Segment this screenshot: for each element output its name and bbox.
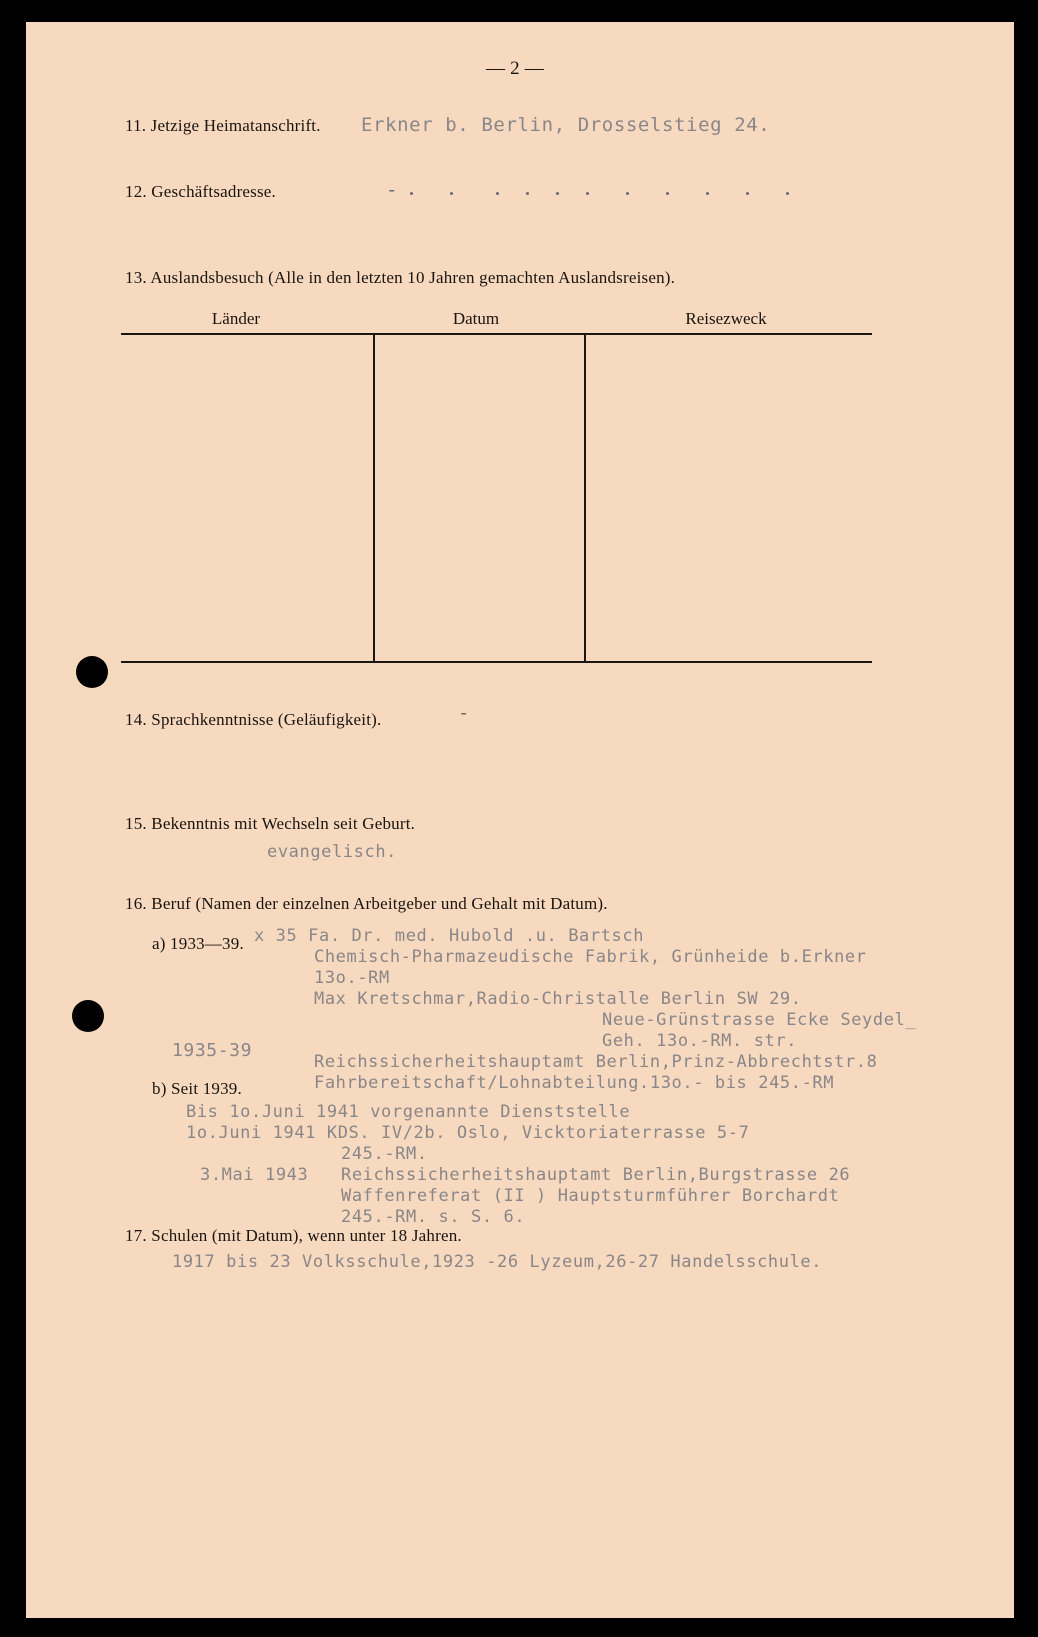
table-column-divider-2	[584, 335, 586, 661]
item-12-label: 12. Geschäftsadresse.	[125, 182, 277, 201]
item-16b-line-3: 245.-RM.	[341, 1144, 428, 1164]
item-17-value: 1917 bis 23 Volksschule,1923 -26 Lyzeum,26-27 Handelsschule.	[172, 1252, 823, 1272]
item-16b-line-1: Bis 1o.Juni 1941 vorgenannte Dienststelle	[186, 1102, 631, 1122]
item-15-value: evangelisch.	[267, 842, 398, 862]
item-15-label: 15. Bekenntnis mit Wechseln seit Geburt.	[125, 814, 416, 833]
item-13-label: 13. Auslandsbesuch (Alle in den letzten 10 Jahren gemachten Auslandsreisen).	[125, 268, 676, 287]
item-14-value: -	[458, 702, 471, 724]
item-16a-line-7: 1935-39	[172, 1040, 253, 1061]
item-16b-line-6: Waffenreferat (II ) Hauptsturmführer Borchardt	[341, 1186, 840, 1206]
item-12-value: -	[386, 179, 399, 201]
item-16-label: 16. Beruf (Namen der einzelnen Arbeitgeber und Gehalt mit Datum).	[125, 894, 608, 913]
column-header-datum: Datum	[452, 309, 500, 328]
item-11-value: Erkner b. Berlin, Drosselstieg 24.	[361, 114, 771, 136]
document-page	[26, 22, 1014, 1618]
item-16b-line-5: Reichssicherheitshauptamt Berlin,Burgstrasse 26	[341, 1165, 851, 1185]
item-16b-line-4: 3.Mai 1943	[200, 1165, 309, 1185]
item-17-label: 17. Schulen (mit Datum), wenn unter 18 Jahren.	[125, 1226, 462, 1245]
punch-hole-upper	[76, 656, 108, 688]
item-16a-line-3: 13o.-RM	[314, 968, 390, 988]
table-bottom-rule	[121, 661, 872, 663]
column-header-reisezweck: Reisezweck	[685, 309, 767, 328]
punch-hole-lower	[72, 1000, 104, 1032]
table-header-rule	[121, 333, 872, 335]
item-16a-label: a) 1933—39.	[152, 934, 244, 953]
item-11-label: 11. Jetzige Heimatanschrift.	[125, 116, 321, 135]
item-16b-line-7: 245.-RM. s. S. 6.	[341, 1207, 526, 1227]
item-16a-line-2: Chemisch-Pharmazeudische Fabrik, Grünheide b.Erkner	[314, 947, 867, 967]
item-16b-line-2: 1o.Juni 1941 KDS. IV/2b. Oslo, Vicktoriaterrasse 5-7	[186, 1123, 750, 1143]
item-16a-line-9: Fahrbereitschaft/Lohnabteilung.13o.- bis 245.-RM	[314, 1073, 835, 1093]
item-16b-label: b) Seit 1939.	[152, 1079, 242, 1098]
item-16a-line-1: x 35 Fa. Dr. med. Hubold .u. Bartsch	[254, 926, 645, 946]
item-16a-line-5: Neue-Grünstrasse Ecke Seydel_	[602, 1010, 917, 1030]
scan-border-top	[0, 0, 1038, 22]
page-number: — 2 —	[486, 58, 544, 79]
item-16a-line-8: Reichssicherheitshauptamt Berlin,Prinz-Abbrechtstr.8	[314, 1052, 878, 1072]
table-column-divider-1	[373, 335, 375, 661]
item-16a-line-6: Geh. 13o.-RM. str.	[602, 1031, 798, 1051]
column-header-laender: Länder	[211, 309, 261, 328]
item-16a-line-4: Max Kretschmar,Radio-Christalle Berlin SW 29.	[314, 989, 802, 1009]
item-14-label: 14. Sprachkenntnisse (Geläufigkeit).	[125, 710, 382, 729]
